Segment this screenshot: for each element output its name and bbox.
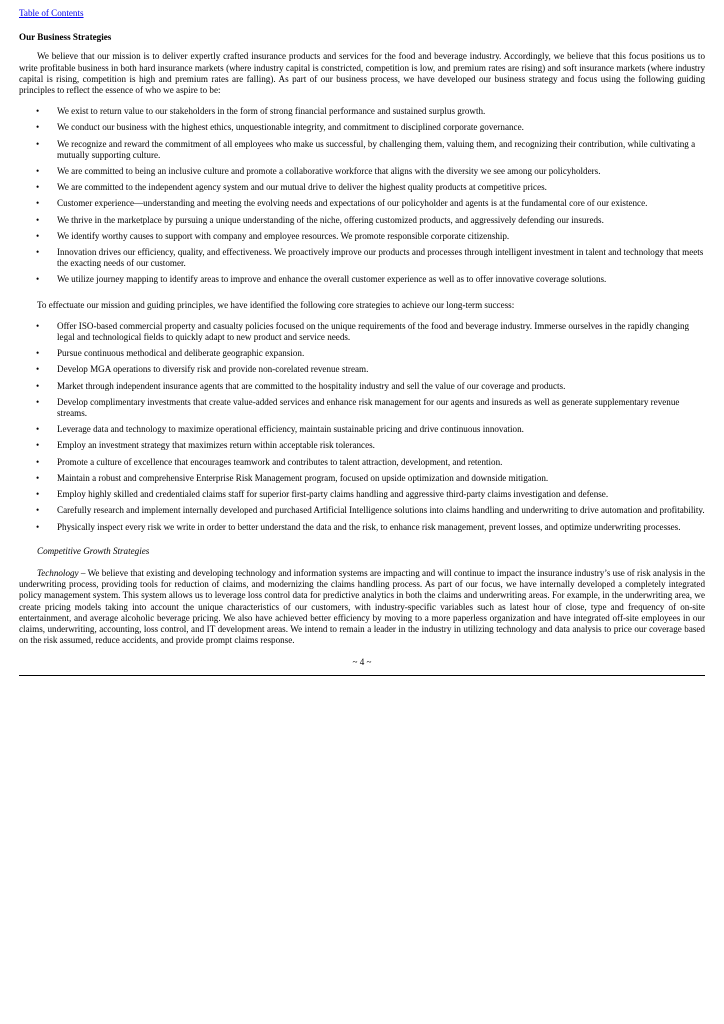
table-of-contents-link[interactable]: Table of Contents — [19, 8, 84, 18]
core-strategies-list — [19, 321, 705, 533]
list-item: • We exist to return value to our stakeholders in the form of strong financial performance and sustained surplus growth. — [19, 106, 705, 117]
list-item: • Employ highly skilled and credentialed claims staff for superior first-party claims handling and aggressive third-party claims investigation and defense. — [19, 489, 705, 500]
technology-text: – We believe that existing and developing technology and information systems are impacting and will continue to impact the insurance industry’s use of risk analysis in the underwriting process, providing tools for reduction of claims, and modernizing the claims handling process. As part of our focus, we have internally developed a completely integrated policy management system. This system allows us to leverage loss control data for predictive analytics in both the claims and underwriting areas. For example, in the underwriting area, we create pricing models taking into account the unique characteristics of our customers, with industry-specific variables such as latest hour of close, type and frequency of on-site entertainment, and average alcoholic beverage pricing. We also have achieved better efficiency by moving to a more paperless organization and have integrated off-site employees in our claims, underwriting, accounting, loss control, and IT development areas. We intend to remain a leader in the industry in utilizing technology and data analysis to price our coverage based on the risk assumed, reduce accidents, and provide prompt claims response. — [19, 567, 705, 646]
guiding-principles-list — [19, 106, 705, 285]
technology-label: Technology — [37, 567, 79, 578]
list-item: • We are committed to the independent agency system and our mutual drive to deliver the highest quality products at competitive prices. — [19, 182, 705, 193]
list-item: • Employ an investment strategy that maximizes return within acceptable risk tolerances. — [19, 440, 705, 451]
list-item: • Promote a culture of excellence that encourages teamwork and contributes to talent attraction, development, and retention. — [19, 457, 705, 468]
intro-paragraph: We believe that our mission is to deliver expertly crafted insurance products and services for the food and beverage industry. Accordingly, we believe that this focus positions us to write profitable business in both hard insurance markets (where industry capital is constricted, competition is low, and premium rates are rising) and soft insurance markets (where industry capital is rising, competition is high and premium rates are falling). As part of our business process, we have developed our business strategy and focus using the following guiding principles to reflect the essence of who we aspire to be: — [19, 51, 705, 96]
list-item: • Maintain a robust and comprehensive Enterprise Risk Management program, focused on upside optimization and downside mitigation. — [19, 473, 705, 484]
list-item: • Physically inspect every risk we write in order to better understand the data and the risk, to enhance risk management, prevent losses, and optimize underwriting processes. — [19, 522, 705, 533]
list-item: • Carefully research and implement internally developed and purchased Artificial Intelligence solutions into claims handling and underwriting to drive automation and profitability. — [19, 505, 705, 516]
page-number: ~ 4 ~ — [352, 657, 372, 668]
list-item: • We identify worthy causes to support with company and employee resources. We promote responsible corporate citizenship. — [19, 231, 705, 242]
list-item: • Innovation drives our efficiency, quality, and effectiveness. We proactively improve our products and processes through intelligent investment in talent and technology that meets the exacting needs of our customer. — [19, 247, 705, 269]
section-title: Our Business Strategies — [19, 32, 112, 43]
list-item: • We recognize and reward the commitment of all employees who make us successful, by challenging them, valuing them, and recognizing their contribution, while cultivating a mutually supporting culture. — [19, 139, 705, 161]
growth-strategies-heading: Competitive Growth Strategies — [37, 545, 150, 556]
strategies-intro-paragraph: To effectuate our mission and guiding principles, we have identified the following core strategies to achieve our long-term success: — [37, 299, 515, 310]
list-item: • We conduct our business with the highest ethics, unquestionable integrity, and commitment to disciplined corporate governance. — [19, 122, 705, 133]
list-item: • Market through independent insurance agents that are committed to the hospitality industry and sell the value of our coverage and products. — [19, 381, 705, 392]
list-item: • We are committed to being an inclusive culture and promote a collaborative workforce that aligns with the diversity we see among our policyholders. — [19, 166, 705, 177]
document-page — [19, 8, 705, 676]
list-item: • We utilize journey mapping to identify areas to improve and enhance the overall customer experience as well as to offer innovative coverage solutions. — [19, 274, 705, 285]
list-item: • Develop complimentary investments that create value-added services and enhance risk management for our agents and insureds as well as generate supplementary revenue streams. — [19, 397, 705, 419]
list-item: • Develop MGA operations to diversify risk and provide non-corelated revenue stream. — [19, 364, 705, 375]
list-item: • We thrive in the marketplace by pursuing a unique understanding of the niche, offering customized products, and aggressively defending our insureds. — [19, 215, 705, 226]
list-item: • Customer experience—understanding and meeting the evolving needs and expectations of our policyholder and agents is at the fundamental core of our existence. — [19, 198, 705, 209]
list-item: • Leverage data and technology to maximize operational efficiency, maintain sustainable pricing and drive continuous innovation. — [19, 424, 705, 435]
list-item: • Pursue continuous methodical and deliberate geographic expansion. — [19, 348, 705, 359]
page-divider — [19, 675, 705, 676]
technology-paragraph — [19, 568, 705, 646]
list-item: • Offer ISO-based commercial property and casualty policies focused on the unique requirements of the food and beverage industry. Immerse ourselves in the rapidly changing legal and technological fields to quickly adapt to new product and service needs. — [19, 321, 705, 343]
